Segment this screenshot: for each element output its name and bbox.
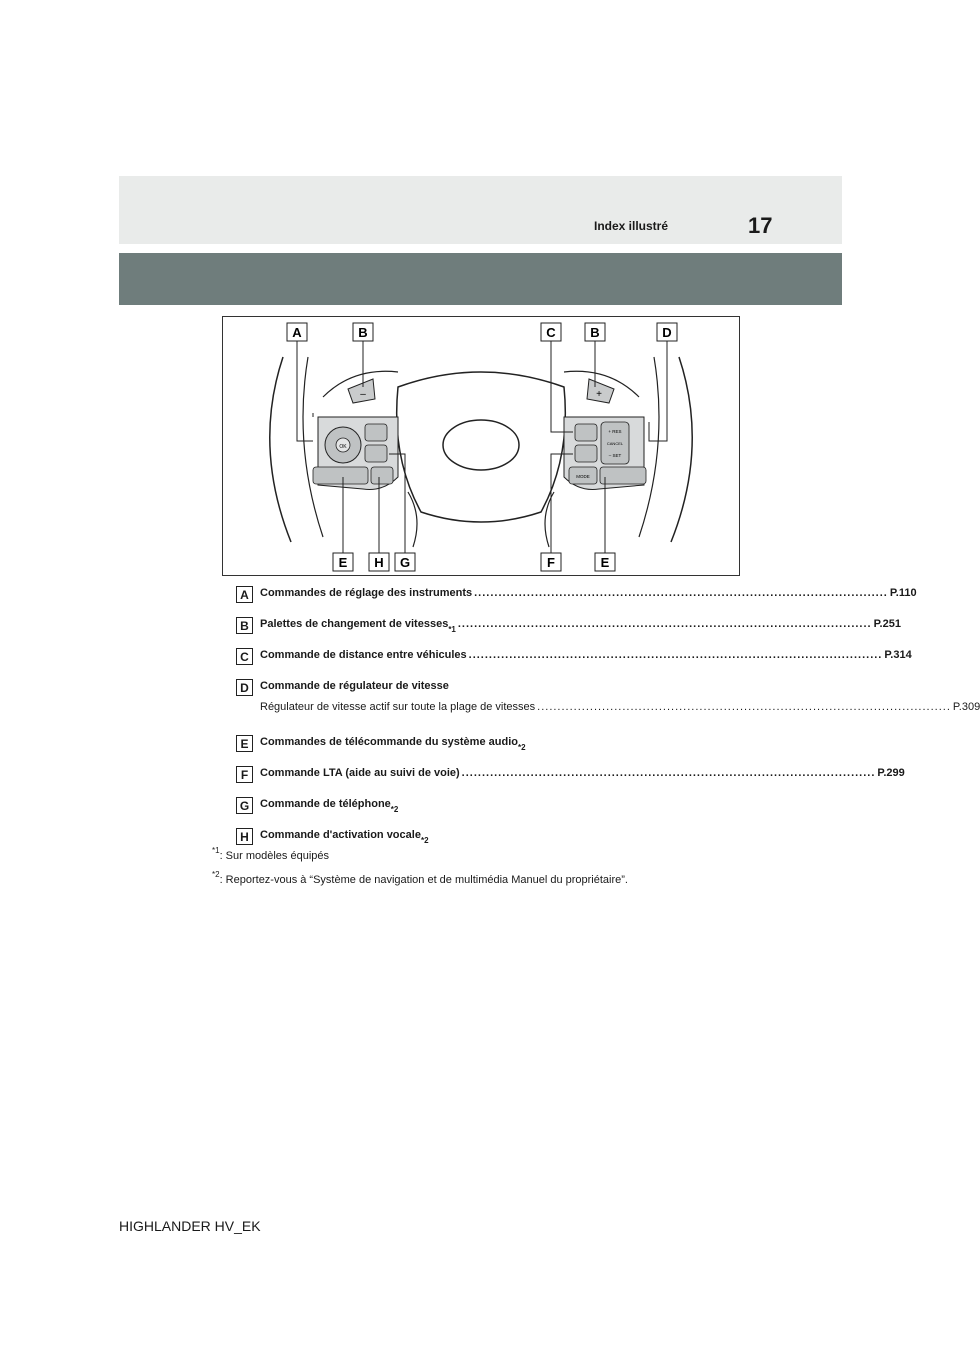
res-button-label: + RES <box>608 429 622 434</box>
list-item <box>236 764 905 795</box>
page-reference-link[interactable]: P.251 <box>873 618 901 630</box>
callout-g: G <box>399 555 411 570</box>
steering-wheel-illustration <box>223 317 739 575</box>
dot-leader: ...................................................................................................... <box>457 618 872 630</box>
section-title: Index illustré <box>594 219 669 233</box>
page-reference-link[interactable]: P.309 <box>952 701 980 713</box>
callout-b-left: B <box>358 325 368 340</box>
mode-button-label: MODE <box>576 474 590 479</box>
list-item <box>236 677 980 733</box>
item-badge: G <box>236 797 253 814</box>
footnote-text: : Reportez-vous à “Système de navigation et de multimédia Manuel du propriétaire”. <box>219 874 628 886</box>
footnote-mark: *2 <box>212 870 220 879</box>
item-label: Commande de régulateur de vitesse <box>260 680 449 692</box>
item-badge: C <box>236 648 253 665</box>
item-label: Commande d'activation vocale <box>260 829 421 841</box>
page-reference-link[interactable]: P.314 <box>884 649 912 661</box>
page-reference-link[interactable]: P.299 <box>877 767 905 779</box>
item-badge: D <box>236 679 253 696</box>
dot-leader: ...................................................................................................... <box>537 701 951 713</box>
header-band <box>119 176 842 244</box>
item-label: Commande de distance entre véhicules <box>260 649 467 661</box>
item-label: Commandes de télécommande du système audio <box>260 736 518 748</box>
callout-f: F <box>547 555 555 570</box>
item-badge: F <box>236 766 253 783</box>
item-badge: H <box>236 828 253 845</box>
component-list <box>236 584 980 857</box>
callout-a: A <box>292 325 302 340</box>
callout-d: D <box>662 325 672 340</box>
list-item <box>236 646 912 677</box>
footnote-1 <box>212 846 330 862</box>
page-reference-link[interactable]: P.110 <box>889 587 917 599</box>
item-badge: E <box>236 735 253 752</box>
dot-leader: ...................................................................................................... <box>461 767 876 779</box>
model-footer: HIGHLANDER HV_EK <box>119 1218 261 1234</box>
item-label: Palettes de changement de vitesses <box>260 618 449 630</box>
footnote-text: : Sur modèles équipés <box>219 850 330 862</box>
subitem-label: Régulateur de vitesse actif sur toute la plage de vitesses <box>260 701 536 713</box>
callout-c: C <box>546 325 556 340</box>
list-item: G Commande de téléphone *2 <box>236 795 726 826</box>
callout-e-right: E <box>600 555 610 570</box>
set-button-label: – SET <box>608 453 622 458</box>
cancel-button-label: CANCEL <box>606 441 624 446</box>
svg-text:–: – <box>360 389 366 400</box>
list-item: B Palettes de changement de vitesses *1 ...................................................................................................... P.251 <box>236 615 726 646</box>
item-label: Commande de téléphone <box>260 798 391 810</box>
list-item: H Commande d'activation vocale *2 <box>236 826 726 857</box>
footnote-2 <box>212 870 628 886</box>
list-item <box>236 584 917 615</box>
callout-e-left: E <box>338 555 348 570</box>
steering-wheel-figure <box>222 316 740 576</box>
page-number: 17 <box>748 213 773 238</box>
svg-text:+: + <box>596 389 602 400</box>
footnote-mark: *1 <box>212 846 220 855</box>
sub-header-band <box>119 253 842 305</box>
item-label: Commande LTA (aide au suivi de voie) <box>260 767 460 779</box>
dot-leader: ...................................................................................................... <box>474 587 888 599</box>
item-label: Commandes de réglage des instruments <box>260 587 473 599</box>
ok-button-label: OK <box>339 444 347 450</box>
item-badge: A <box>236 586 253 603</box>
item-badge: B <box>236 617 253 634</box>
callout-b-right: B <box>590 325 600 340</box>
dot-leader: ...................................................................................................... <box>468 649 883 661</box>
list-item: E Commandes de télécommande du système audio *2 <box>236 733 726 764</box>
callout-h: H <box>374 555 384 570</box>
sub-list-item <box>260 701 980 713</box>
